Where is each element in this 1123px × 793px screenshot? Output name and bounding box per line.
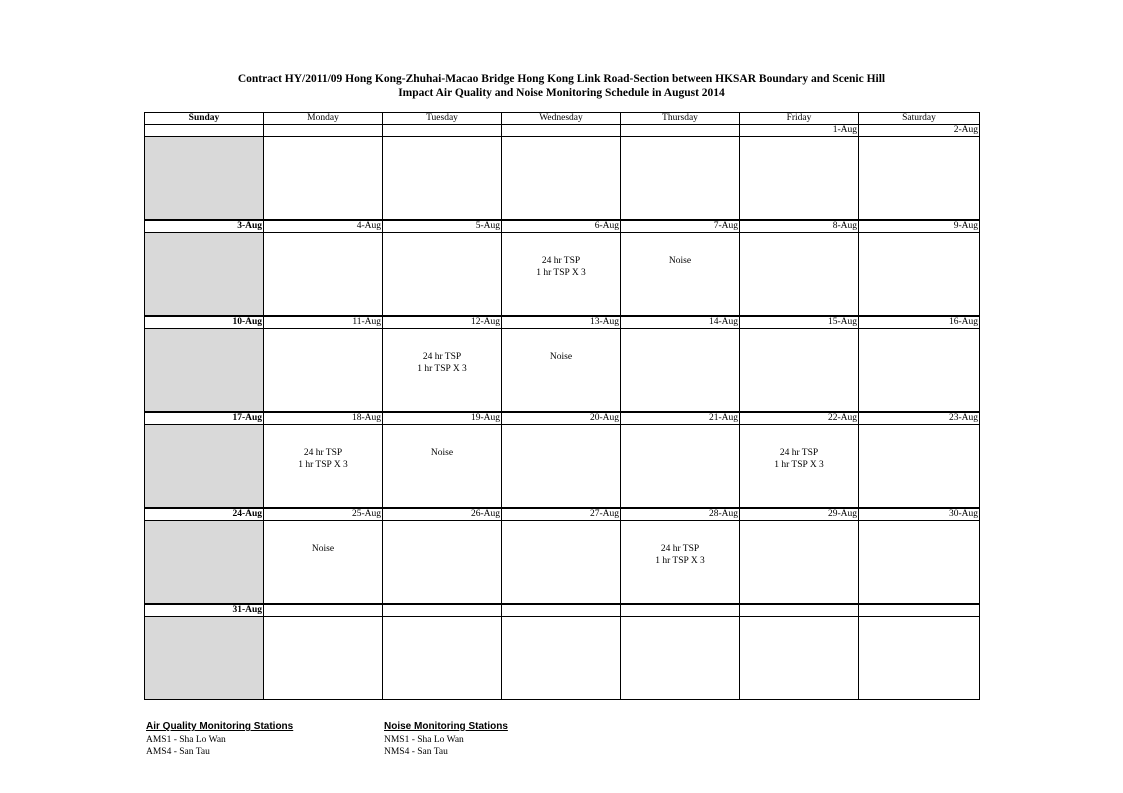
day-cell — [383, 425, 502, 509]
date-row — [145, 220, 980, 233]
noise-station-item: NMS4 - San Tau — [384, 747, 448, 757]
event-label: 1 hr TSP X 3 — [774, 460, 824, 470]
day-cell — [740, 137, 859, 221]
monitoring-event — [383, 351, 501, 375]
day-cell — [859, 329, 980, 413]
day-body-row — [145, 329, 980, 413]
air-legend-heading: Air Quality Monitoring Stations — [146, 721, 294, 732]
event-label: Noise — [668, 256, 692, 266]
day-cell — [621, 329, 740, 413]
day-date-cell: 6-Aug — [502, 220, 621, 233]
day-cell — [264, 233, 383, 317]
weekday-header-row — [145, 113, 980, 125]
day-cell — [145, 233, 264, 317]
day-date-cell: 24-Aug — [145, 508, 264, 521]
day-cell — [383, 521, 502, 605]
day-date-cell: 27-Aug — [502, 508, 621, 521]
day-date-cell: 16-Aug — [859, 316, 980, 329]
monitoring-calendar — [144, 112, 980, 700]
day-date-cell: 23-Aug — [859, 412, 980, 425]
title-line-1: Contract HY/2011/09 Hong Kong-Zhuhai-Macao Bridge Hong Kong Link Road-Section between HKSAR Boundary and Scenic Hill — [237, 73, 886, 85]
day-date-cell: 18-Aug — [264, 412, 383, 425]
day-cell — [740, 233, 859, 317]
day-date-cell: 29-Aug — [740, 508, 859, 521]
day-body-row — [145, 521, 980, 605]
weekday-header: Sunday — [145, 113, 264, 125]
day-date-cell — [383, 125, 502, 137]
day-cell — [145, 329, 264, 413]
day-date-cell — [859, 604, 980, 617]
day-cell — [383, 137, 502, 221]
day-cell — [264, 425, 383, 509]
day-date-cell — [502, 125, 621, 137]
event-label: 1 hr TSP X 3 — [536, 268, 586, 278]
day-cell — [859, 137, 980, 221]
monitoring-event — [383, 447, 501, 459]
day-cell — [264, 329, 383, 413]
day-date-cell: 21-Aug — [621, 412, 740, 425]
day-date-cell: 15-Aug — [740, 316, 859, 329]
day-date-cell: 4-Aug — [264, 220, 383, 233]
weekday-header: Saturday — [859, 113, 980, 125]
event-label: 24 hr TSP — [422, 352, 462, 362]
day-date-cell — [502, 604, 621, 617]
day-date-cell — [264, 125, 383, 137]
monitoring-event — [502, 255, 620, 279]
day-date-cell — [621, 604, 740, 617]
day-date-cell: 10-Aug — [145, 316, 264, 329]
noise-legend — [384, 721, 508, 758]
event-label: 1 hr TSP X 3 — [655, 556, 705, 566]
document-title — [0, 72, 1123, 100]
monitoring-event — [264, 543, 382, 555]
day-cell — [502, 425, 621, 509]
calendar-body — [145, 125, 980, 700]
monitoring-event — [264, 447, 382, 471]
day-date-cell: 11-Aug — [264, 316, 383, 329]
day-date-cell — [740, 604, 859, 617]
monitoring-event — [502, 351, 620, 363]
event-label: Noise — [549, 352, 573, 362]
day-date-cell: 22-Aug — [740, 412, 859, 425]
noise-legend-heading: Noise Monitoring Stations — [384, 721, 508, 732]
event-label: 24 hr TSP — [779, 448, 819, 458]
date-row — [145, 508, 980, 521]
day-cell — [383, 617, 502, 700]
day-body-row — [145, 233, 980, 317]
day-cell — [859, 617, 980, 700]
day-cell — [740, 425, 859, 509]
weekday-header: Wednesday — [502, 113, 621, 125]
title-line-2: Impact Air Quality and Noise Monitoring Schedule in August 2014 — [398, 87, 725, 99]
monitoring-event — [621, 543, 739, 567]
day-cell — [621, 521, 740, 605]
day-date-cell: 1-Aug — [740, 125, 859, 137]
day-cell — [502, 329, 621, 413]
day-cell — [740, 617, 859, 700]
event-label: Noise — [430, 448, 454, 458]
event-label: 1 hr TSP X 3 — [417, 364, 467, 374]
day-date-cell — [621, 125, 740, 137]
day-cell — [621, 137, 740, 221]
date-row — [145, 412, 980, 425]
day-date-cell: 8-Aug — [740, 220, 859, 233]
day-date-cell: 17-Aug — [145, 412, 264, 425]
day-body-row — [145, 137, 980, 221]
weekday-header: Friday — [740, 113, 859, 125]
day-body-row — [145, 425, 980, 509]
day-date-cell: 9-Aug — [859, 220, 980, 233]
date-row — [145, 125, 980, 137]
day-cell — [859, 233, 980, 317]
day-date-cell: 20-Aug — [502, 412, 621, 425]
event-label: 24 hr TSP — [303, 448, 343, 458]
day-date-cell: 2-Aug — [859, 125, 980, 137]
day-date-cell — [264, 604, 383, 617]
day-cell — [621, 617, 740, 700]
date-row — [145, 604, 980, 617]
day-date-cell: 13-Aug — [502, 316, 621, 329]
event-label: 24 hr TSP — [541, 256, 581, 266]
day-date-cell: 28-Aug — [621, 508, 740, 521]
noise-station-item: NMS1 - Sha Lo Wan — [384, 735, 464, 745]
day-cell — [859, 521, 980, 605]
weekday-header: Monday — [264, 113, 383, 125]
day-date-cell: 26-Aug — [383, 508, 502, 521]
day-date-cell — [145, 125, 264, 137]
day-cell — [383, 233, 502, 317]
air-quality-legend — [146, 721, 293, 758]
day-date-cell: 3-Aug — [145, 220, 264, 233]
day-cell — [859, 425, 980, 509]
day-body-row — [145, 617, 980, 700]
date-row — [145, 316, 980, 329]
air-station-item: AMS4 - San Tau — [146, 747, 210, 757]
day-cell — [145, 521, 264, 605]
day-date-cell: 5-Aug — [383, 220, 502, 233]
air-station-item: AMS1 - Sha Lo Wan — [146, 735, 226, 745]
event-label: 1 hr TSP X 3 — [298, 460, 348, 470]
day-cell — [383, 329, 502, 413]
day-cell — [145, 617, 264, 700]
day-date-cell: 7-Aug — [621, 220, 740, 233]
day-cell — [502, 617, 621, 700]
event-label: 24 hr TSP — [660, 544, 700, 554]
day-date-cell: 12-Aug — [383, 316, 502, 329]
weekday-header: Thursday — [621, 113, 740, 125]
weekday-header: Tuesday — [383, 113, 502, 125]
day-date-cell: 19-Aug — [383, 412, 502, 425]
monitoring-event — [621, 255, 739, 267]
event-label: Noise — [311, 544, 335, 554]
day-cell — [740, 329, 859, 413]
day-date-cell: 25-Aug — [264, 508, 383, 521]
day-cell — [502, 521, 621, 605]
day-cell — [621, 425, 740, 509]
day-cell — [145, 425, 264, 509]
day-date-cell: 14-Aug — [621, 316, 740, 329]
day-cell — [740, 521, 859, 605]
day-date-cell — [383, 604, 502, 617]
day-cell — [502, 233, 621, 317]
day-cell — [264, 521, 383, 605]
monitoring-event — [740, 447, 858, 471]
day-cell — [264, 617, 383, 700]
day-date-cell: 31-Aug — [145, 604, 264, 617]
day-cell — [145, 137, 264, 221]
day-cell — [264, 137, 383, 221]
day-date-cell: 30-Aug — [859, 508, 980, 521]
day-cell — [502, 137, 621, 221]
day-cell — [621, 233, 740, 317]
